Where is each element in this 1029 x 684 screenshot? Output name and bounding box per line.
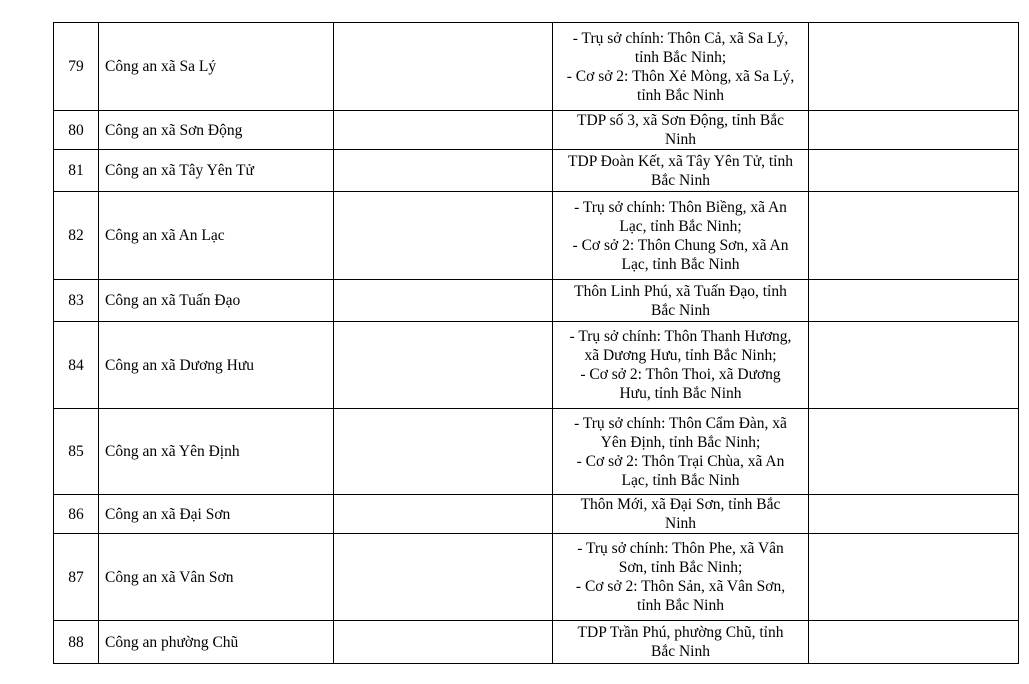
unit-name: Công an xã Sơn Động	[99, 111, 334, 150]
address-line: Yên Định, tỉnh Bắc Ninh;	[600, 433, 761, 451]
table-row	[54, 409, 1019, 495]
address-cell	[553, 495, 809, 534]
address-line: tỉnh Bắc Ninh;	[634, 48, 727, 66]
address-cell	[553, 23, 809, 111]
row-number: 88	[54, 621, 99, 664]
row-number: 84	[54, 322, 99, 409]
unit-name: Công an xã Vân Sơn	[99, 534, 334, 621]
table-row	[54, 192, 1019, 280]
note-cell	[809, 409, 1019, 495]
row-number: 87	[54, 534, 99, 621]
address-line: Sơn, tỉnh Bắc Ninh;	[618, 559, 743, 576]
address-line: - Cơ sở 2: Thôn Thoi, xã Dương	[580, 366, 781, 383]
address-line: tỉnh Bắc Ninh	[637, 597, 724, 614]
row-number: 81	[54, 150, 99, 192]
row-number: 80	[54, 111, 99, 150]
address-line: Hưu, tỉnh Bắc Ninh	[619, 385, 742, 402]
address-line: - Cơ sở 2: Thôn Sản, xã Vân Sơn,	[575, 578, 786, 595]
empty-cell	[334, 322, 553, 409]
unit-name: Công an phường Chũ	[99, 621, 334, 664]
note-cell	[809, 534, 1019, 621]
address-line: - Cơ sở 2: Thôn Chung Sơn, xã An	[572, 236, 789, 254]
address-line: Bắc Ninh	[651, 301, 710, 319]
table-row	[54, 150, 1019, 192]
unit-name: Công an xã An Lạc	[99, 192, 334, 280]
address-line: - Trụ sở chính: Thôn Cả, xã Sa Lý,	[572, 29, 789, 47]
note-cell	[809, 280, 1019, 322]
address-line: - Trụ sở chính: Thôn Thanh Hương,	[569, 328, 792, 345]
unit-name: Công an xã Yên Định	[99, 409, 334, 495]
note-cell	[809, 322, 1019, 409]
table-row	[54, 534, 1019, 621]
address-cell	[553, 409, 809, 495]
note-cell	[809, 621, 1019, 664]
empty-cell	[334, 23, 553, 111]
address-line: Bắc Ninh	[651, 643, 710, 660]
note-cell	[809, 111, 1019, 150]
empty-cell	[334, 534, 553, 621]
address-line: Thôn Mới, xã Đại Sơn, tỉnh Bắc	[580, 496, 781, 513]
empty-cell	[334, 192, 553, 280]
address-cell	[553, 192, 809, 280]
row-number: 85	[54, 409, 99, 495]
table-row	[54, 23, 1019, 111]
address-line: - Trụ sở chính: Thôn Biềng, xã An	[574, 198, 787, 216]
address-cell	[553, 621, 809, 664]
address-cell	[553, 111, 809, 150]
address-line: tỉnh Bắc Ninh	[637, 86, 724, 104]
note-cell	[809, 495, 1019, 534]
empty-cell	[334, 280, 553, 322]
address-line: Bắc Ninh	[651, 171, 710, 189]
row-number: 82	[54, 192, 99, 280]
unit-name: Công an xã Sa Lý	[99, 23, 334, 111]
empty-cell	[334, 621, 553, 664]
table-row	[54, 111, 1019, 150]
row-number: 86	[54, 495, 99, 534]
address-line: Lạc, tỉnh Bắc Ninh;	[619, 217, 742, 235]
address-line: - Cơ sở 2: Thôn Xẻ Mòng, xã Sa Lý,	[566, 67, 795, 85]
address-line: TDP Đoàn Kết, xã Tây Yên Tử, tỉnh	[568, 152, 793, 170]
table-row	[54, 495, 1019, 534]
unit-name: Công an xã Tây Yên Tử	[99, 150, 334, 192]
empty-cell	[334, 495, 553, 534]
address-line: Lạc, tỉnh Bắc Ninh	[621, 471, 740, 489]
table-row	[54, 322, 1019, 409]
address-cell	[553, 280, 809, 322]
address-line: Ninh	[665, 131, 696, 148]
row-number: 83	[54, 280, 99, 322]
address-line: - Cơ sở 2: Thôn Trại Chùa, xã An	[576, 452, 785, 470]
unit-name: Công an xã Dương Hưu	[99, 322, 334, 409]
address-line: TDP Trần Phú, phường Chũ, tỉnh	[577, 624, 784, 641]
empty-cell	[334, 409, 553, 495]
address-line: xã Dương Hưu, tỉnh Bắc Ninh;	[584, 347, 777, 364]
address-line: - Trụ sở chính: Thôn Cẩm Đàn, xã	[574, 414, 787, 432]
note-cell	[809, 23, 1019, 111]
address-cell	[553, 322, 809, 409]
table-row	[54, 280, 1019, 322]
address-line: Lạc, tỉnh Bắc Ninh	[621, 255, 740, 273]
address-line: Thôn Linh Phú, xã Tuấn Đạo, tỉnh	[574, 282, 787, 300]
note-cell	[809, 192, 1019, 280]
address-line: - Trụ sở chính: Thôn Phe, xã Vân	[577, 540, 784, 557]
address-cell	[553, 150, 809, 192]
address-line: TDP số 3, xã Sơn Động, tỉnh Bắc	[577, 112, 784, 129]
address-line: Ninh	[665, 515, 696, 532]
empty-cell	[334, 111, 553, 150]
unit-name: Công an xã Đại Sơn	[99, 495, 334, 534]
address-cell	[553, 534, 809, 621]
unit-name: Công an xã Tuấn Đạo	[99, 280, 334, 322]
table-row	[54, 621, 1019, 664]
police-station-table	[53, 22, 1019, 664]
note-cell	[809, 150, 1019, 192]
row-number: 79	[54, 23, 99, 111]
empty-cell	[334, 150, 553, 192]
